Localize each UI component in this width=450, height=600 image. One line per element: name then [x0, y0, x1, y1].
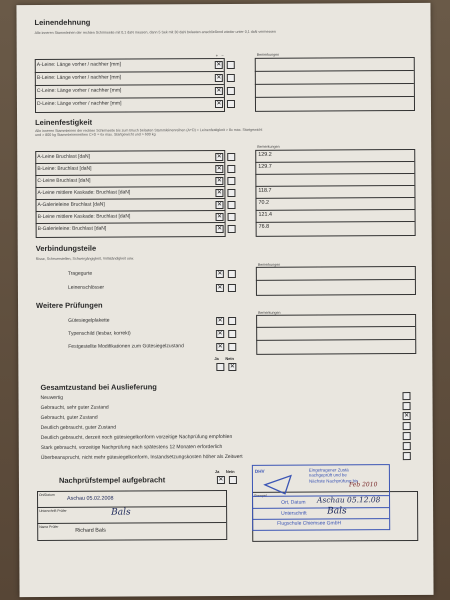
section-title-leinendehnung: Leinendehnung — [34, 17, 91, 27]
check-plus[interactable]: ✕ — [217, 271, 223, 278]
condition-checkbox[interactable] — [402, 392, 410, 400]
ort-datum-value: Aschau 05.12.08 — [317, 495, 381, 505]
condition-checkbox[interactable] — [403, 452, 411, 460]
condition-item: Gebraucht, guter Zustand — [40, 414, 98, 421]
row-label: B-Leine: Bruchlast [daN] — [37, 165, 92, 172]
section-title-gesamtzustand: Gesamtzustand bei Auslieferung — [40, 382, 157, 392]
signature: Bals — [327, 506, 347, 517]
stamp-org: DHV — [254, 468, 265, 474]
condition-checkbox[interactable] — [403, 432, 411, 440]
check-plus[interactable]: ✕ — [216, 202, 223, 209]
remarks-header: Bemerkungen — [256, 52, 280, 57]
row-label: C-Leine: Länge vorher / nachher [mm] — [36, 87, 122, 94]
condition-checkbox[interactable] — [403, 422, 411, 430]
field-label: Ort/Datum — [39, 492, 55, 497]
row-label: Gütesiegelplakette — [68, 317, 110, 324]
verbindungsteile-note: Risse, Scheuerstellen, Schwergängigkeit, Vollständigkeit usw. — [35, 256, 135, 261]
check-plus[interactable]: ✕ — [216, 178, 222, 185]
condition-checkbox[interactable] — [403, 402, 411, 410]
check-minus[interactable] — [227, 74, 235, 82]
condition-checkbox[interactable] — [403, 442, 411, 450]
value-cell: 70.2 — [258, 199, 270, 206]
verbindungsteile-remarks[interactable] — [256, 266, 416, 296]
dhv-logo-icon — [263, 474, 293, 496]
field-label: Unterschrift — [281, 510, 307, 517]
check-plus[interactable]: ✕ — [217, 226, 223, 233]
check-minus[interactable] — [228, 213, 236, 221]
stamp-text: Nächste Nachprüfung bis — [308, 478, 359, 484]
check-plus[interactable]: ✕ — [217, 331, 223, 338]
check-plus[interactable]: ✕ — [216, 154, 222, 161]
condition-item: Stark gebraucht, vorzeitige Nachprüfung nach spätestens 12 Monaten erforderlich — [40, 444, 223, 451]
leinendehnung-note: Alle inneren Stammleinen der rechten Schirmseite mit 0,1 daN messen, dann 5 Sek mit 30 daN belasten anschließend wieder unter 0,1 daN vermessen — [34, 29, 276, 35]
check-plus[interactable]: ✕ — [217, 285, 223, 292]
check-nein[interactable] — [229, 476, 237, 484]
row-label: C-Leine Bruchlast [daN] — [37, 177, 91, 184]
row-label: B-Galerieleine: Bruchlast [daN] — [37, 225, 107, 232]
check-minus[interactable] — [227, 177, 235, 185]
check-minus[interactable] — [227, 100, 235, 108]
check-plus[interactable]: ✕ — [217, 318, 223, 325]
check-minus[interactable] — [228, 317, 236, 325]
section-title-weitere: Weitere Prüfungen — [36, 300, 103, 310]
remarks-header: Bemerkungen — [258, 310, 281, 315]
signature: Bals — [111, 507, 131, 518]
value-cell: 121.4 — [258, 211, 273, 218]
row-label: B-Leine mittlere Kaskade: Bruchlast [daN] — [37, 213, 131, 220]
remarks-header: Bemerkungen — [257, 262, 281, 267]
check-plus[interactable]: ✕ — [217, 344, 223, 351]
row-label: Typenschild (lesbar, korrekt) — [68, 330, 131, 337]
check-ja[interactable] — [216, 363, 224, 371]
value-cell: 129.7 — [258, 163, 272, 170]
check-plus[interactable]: ✕ — [217, 214, 223, 221]
nein-label: Nein — [225, 468, 235, 474]
flugschule-name: Flugschule Chiemsee GmbH — [277, 520, 342, 527]
check-minus[interactable] — [228, 284, 236, 292]
check-plus[interactable]: ✕ — [216, 166, 222, 173]
value-cell: 76.8 — [258, 223, 270, 230]
check-ja[interactable]: ✕ — [218, 477, 224, 484]
row-label: A-Galerieleine Bruchlast [daN] — [37, 201, 105, 208]
stamp-text: nachgeprüft und be — [308, 472, 347, 478]
row-label: A-Leine mittlere Kaskade: Bruchlast [daN] — [37, 189, 131, 196]
section-title-leinenfestigkeit: Leinenfestigkeit — [35, 117, 93, 127]
ort-value: Aschau 05.02.2008 — [67, 495, 114, 502]
value-cell: 118.7 — [258, 187, 272, 194]
name-value: Richard Bals — [75, 527, 106, 534]
field-label: Ort, Datum — [281, 499, 306, 506]
ja-label: Ja — [214, 469, 220, 475]
row-label: D-Leine: Länge vorher / nachher [mm] — [36, 100, 122, 107]
check-minus[interactable] — [228, 343, 236, 351]
check-minus[interactable] — [227, 61, 235, 69]
check-minus[interactable] — [227, 189, 235, 197]
condition-item: Deutlich gebraucht, derzeit noch gütesiegelkonform vorzeitige Nachprüfung empfohlen — [40, 433, 233, 441]
leinenfestigkeit-note: Alle inneren Stammleinen der rechten Schirmseite bis zum Bruch belasten Stammleinenreihen (A+D) = Leinenfestigkeit > 8x max. Startgewicht und > 800 kg Stammleinenreihen C+D = 6x max. Startgewicht und > 600 kg — [35, 127, 263, 138]
signature-table — [37, 490, 227, 541]
check-plus[interactable]: ✕ — [216, 62, 222, 69]
check-minus[interactable] — [228, 270, 236, 278]
check-plus[interactable]: ✕ — [216, 88, 222, 95]
check-minus[interactable] — [228, 330, 236, 338]
value-cell: 129.2 — [258, 151, 272, 158]
check-minus[interactable] — [227, 165, 235, 173]
condition-item: Neuwertig — [40, 394, 64, 401]
row-label: A-Leine: Länge vorher / nachher [mm] — [36, 61, 122, 68]
weitere-remarks[interactable] — [256, 314, 416, 355]
row-label: Tragegurte — [67, 270, 93, 277]
condition-checkbox[interactable]: ✕ — [404, 413, 410, 420]
check-minus[interactable] — [227, 87, 235, 95]
field-label: Name Prüfer — [39, 524, 59, 529]
check-minus[interactable] — [227, 153, 235, 161]
ja-label: Ja — [214, 356, 219, 362]
condition-item: Gebraucht, sehr guter Zustand — [40, 404, 109, 411]
stamp-date: Feb 2010 — [348, 481, 378, 489]
leinendehnung-remarks[interactable] — [255, 57, 415, 112]
field-label: Unterschrift Prüfer — [39, 508, 67, 513]
section-title-nachpruefstempel: Nachprüfstempel aufgebracht — [58, 475, 166, 485]
check-plus[interactable]: ✕ — [216, 101, 222, 108]
inspection-form-sheet: Leinendehnung Alle inneren Stammleinen der rechten Schirmseite mit 0,1 daN messen, dann 5 Sek mit 30 daN belasten anschließend wieder unter 0,1 daN vermessen + − Bemerkungen A-Leine: Länge vorher / nachher [mm] B-Leine: Länge vorher / nachher [mm] C-Leine: Länge vorher / nachher [mm] D-Leine: Länge vorher / nachher [mm] ✕ ✕ ✕ ✕ Leinenfestigkeit Alle inneren Stammleinen der rechten Schirmseite bis zum Bruch belasten Stammleinenreihen (A+D) = Leinenfestigkeit > 8x max. Startgewicht und > 800 kg Stammleinenreihen C+D = 6x max. Startgewicht und > 600 kg Bemerkungen A-Leine Bruchlast [daN] B-Leine: Bruchlast [daN] C-Leine Bruchlast [daN] A-Leine mittlere Kaskade: Bruchlast [daN] A-Galerieleine Bruchlast [daN] B-Leine mittlere Kaskade: Bruchlast [daN] B-Galerieleine: Bruchlast [daN] ✕ ✕ ✕ ✕ ✕ ✕ ✕ 129.2 129.7 118.7 70.2 121.4 76.8 Verbindungsteile Risse, Scheuerstellen, Schwergängigkeit, Vollständigkeit usw. Bemerkungen Tragegurte Leinenschlösser ✕ ✕ Weitere Prüfungen Bemerkungen Gütesiegelplakette Typenschild (lesbar, korrekt) Festgestellte Modifikationen zum Gütesiegelzustand ✕ ✕ ✕ Ja Nein ✕ Gesamtzustand bei Auslieferung Neuwertig Gebraucht, sehr guter Zustand Gebraucht, guter Zustand Deutlich gebraucht, guter Zustand Deutlich gebraucht, derzeit noch gütesiegelkonform vorzeitige Nachprüfung empfohlen Stark gebraucht, vorzeitige Nachprüfung nach spätestens 12 Monaten erforderlich Überbeansprucht, nicht mehr gütesiegelkonform, Instandsetzungskosten höher als Zeitwert ✕ Nachprüfstempel aufgebracht Ja Nein ✕ Ort/Datum Aschau 05.02.2008 Unterschrift Prüfer Bals Name Prüfer Richard Bals DHV Eingetragener Zustä nachgeprüft und be Nächste Nachprüfung bis Feb 2010 Ort, Datum Aschau 05.12.08 Unterschrift Bals Flugschule Chiemsee GmbH — [16, 3, 433, 597]
stamp-text: Eingetragener Zustä — [308, 467, 349, 473]
condition-item: Deutlich gebraucht, guter Zustand — [40, 424, 117, 431]
check-nein[interactable]: ✕ — [229, 363, 235, 370]
check-plus[interactable]: ✕ — [216, 75, 222, 82]
row-label: Leinenschlösser — [67, 284, 105, 291]
check-minus[interactable] — [227, 201, 235, 209]
section-title-verbindungsteile: Verbindungsteile — [35, 243, 97, 253]
remarks-header: Bemerkungen — [257, 144, 280, 149]
nein-label: Nein — [225, 355, 234, 361]
row-label: B-Leine: Länge vorher / nachher [mm] — [36, 74, 122, 81]
row-label: Festgestellte Modifikationen zum Gütesiegelzustand — [68, 343, 184, 350]
check-minus[interactable] — [228, 225, 236, 233]
row-label: A-Leine Bruchlast [daN] — [37, 153, 91, 160]
condition-item: Überbeansprucht, nicht mehr gütesiegelkonform, Instandsetzungskosten höher als Zeitwert — [40, 453, 243, 461]
check-plus[interactable]: ✕ — [216, 190, 222, 197]
